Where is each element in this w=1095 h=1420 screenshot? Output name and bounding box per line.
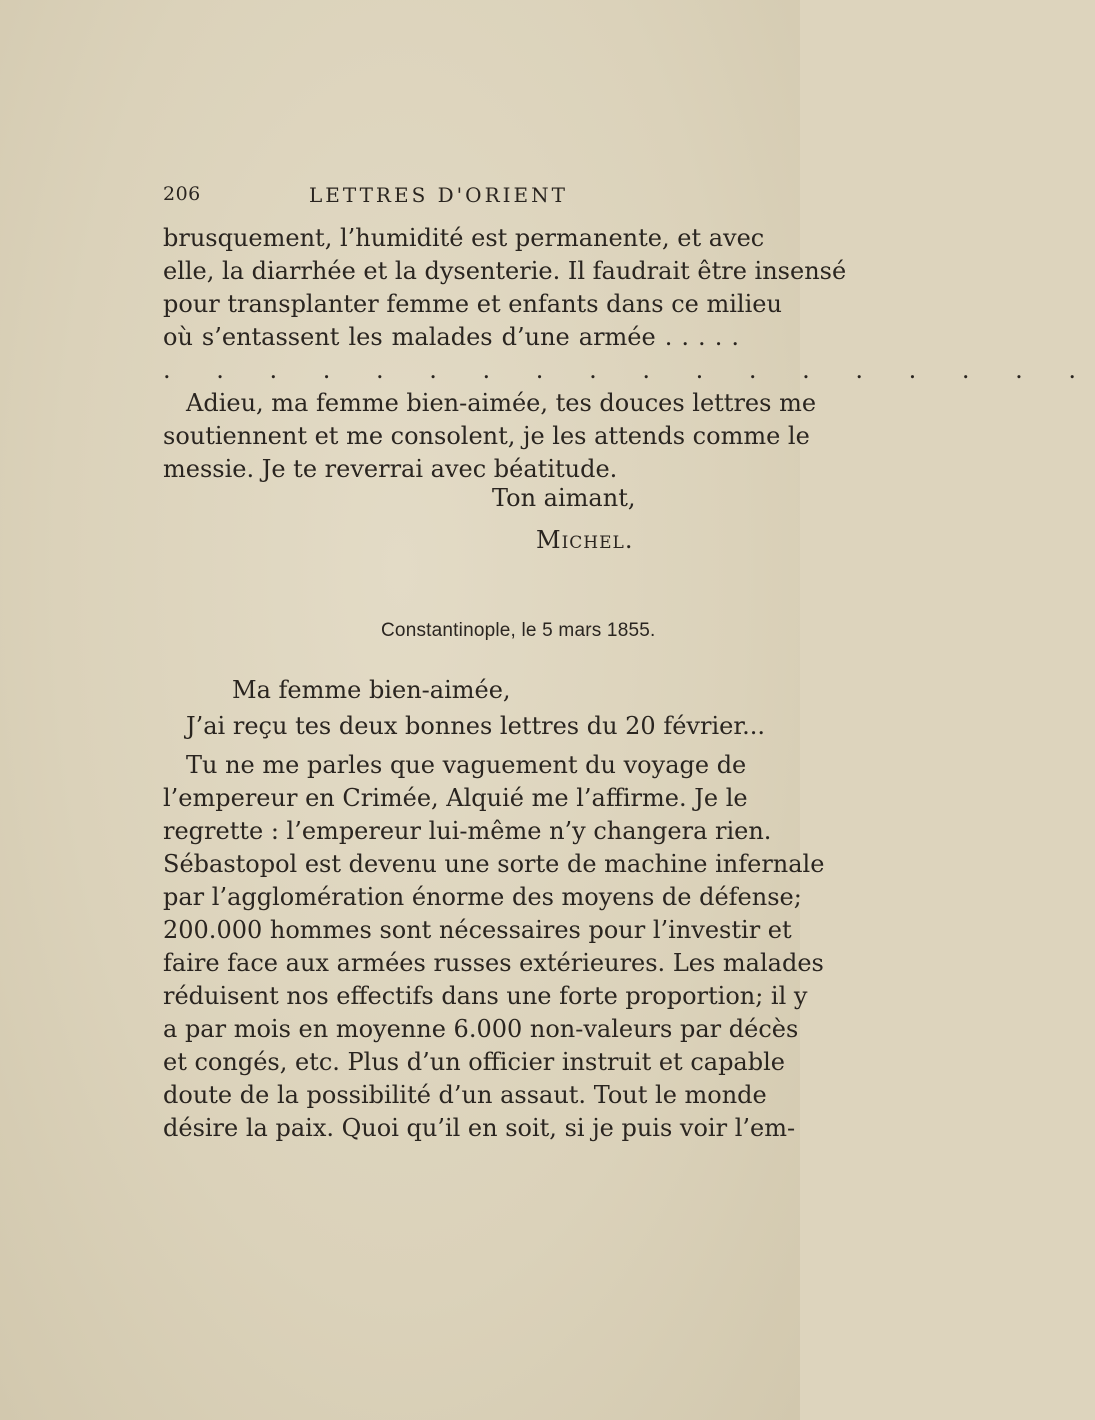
text-line: désire la paix. Quoi qu’il en soit, si je puis voir l’em- [163, 1114, 796, 1142]
text-line: et congés, etc. Plus d’un officier instruit et capable [163, 1048, 785, 1076]
text-line: J’ai reçu tes deux bonnes lettres du 20 février... [186, 712, 766, 740]
signature-name: Michel. [536, 526, 634, 554]
text-line: l’empereur en Crimée, Alquié me l’affirme. Je le [163, 784, 748, 812]
page-number: 206 [163, 183, 201, 205]
paragraph-continuation [163, 222, 1095, 387]
text-line: faire face aux armées russes extérieures. Les malades [163, 949, 824, 977]
text-line: réduisent nos effectifs dans une forte proportion; il y [163, 982, 808, 1010]
text-line: par l’agglomération énorme des moyens de défense; [163, 883, 802, 911]
text-line: Sébastopol est devenu une sorte de machine infernale [163, 850, 825, 878]
signature-closing: Ton aimant, [492, 484, 636, 512]
text-line: elle, la diarrhée et la dysenterie. Il faudrait être insensé [163, 257, 847, 285]
text-line: Adieu, ma femme bien-aimée, tes douces lettres me [186, 389, 817, 417]
text-line: Tu ne me parles que vaguement du voyage de [186, 751, 747, 779]
paragraph-body [163, 749, 825, 1145]
text-line: messie. Je te reverrai avec béatitude. [163, 455, 618, 483]
text-line: soutiennent et me consolent, je les attends comme le [163, 422, 810, 450]
letter-dateline: Constantinople, le 5 mars 1855. [381, 620, 656, 641]
page-header [163, 183, 739, 211]
letter-salutation: Ma femme bien-aimée, [232, 676, 511, 704]
text-line: brusquement, l’humidité est permanente, et avec [163, 224, 765, 252]
text-line: où s’entassent les malades d’une armée . . . . . [163, 323, 739, 351]
text-line: doute de la possibilité d’un assaut. Tout le monde [163, 1081, 767, 1109]
paragraph-received [163, 710, 766, 743]
text-line: regrette : l’empereur lui-même n’y changera rien. [163, 817, 772, 845]
ellipsis-dot-line: . . . . . . . . . . . . . . . . . . [163, 356, 1095, 384]
paragraph-farewell [163, 387, 817, 486]
text-line: a par mois en moyenne 6.000 non-valeurs par décès [163, 1015, 799, 1043]
text-line: 200.000 hommes sont nécessaires pour l’investir et [163, 916, 792, 944]
text-line: pour transplanter femme et enfants dans ce milieu [163, 290, 782, 318]
running-title: LETTRES D'ORIENT [309, 183, 568, 207]
